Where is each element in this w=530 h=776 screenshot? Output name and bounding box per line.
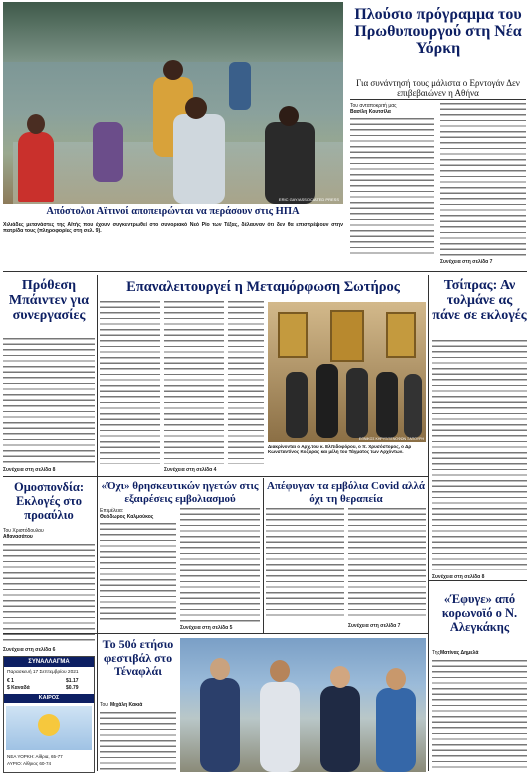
lead-subhead: Για συνάντησή τους μάλιστα ο Ερντογάν Δεν επιβεβαιώνεν η Αθήνα	[356, 78, 520, 98]
ochi-continue[interactable]: Συνέχεια στη σελίδα 5	[180, 625, 233, 631]
homogeneia-byline-name: Αθανασάτου	[3, 534, 33, 540]
fx-val-1: $0.79	[66, 685, 79, 691]
fx-date: Παρασκευή 17 Σεπτεμβρίου 2021	[7, 670, 79, 675]
festival-byline-name: Μιχάλη Κακιά	[110, 702, 143, 708]
tsipras-continue[interactable]: Συνέχεια στη σελίδα 8	[432, 574, 485, 580]
ochi-headline: «Όχι» θρησκευτικών ηγετών στις εξαιρέσεις εμβολιασμού	[101, 480, 259, 505]
weather-title: ΚΑΙΡΟΣ	[4, 694, 94, 703]
lead-headline: Πλούσιο πρόγραμμα του Πρωθυπουργού στη Νέα Υόρκη	[354, 6, 522, 57]
biden-headline: Πρόθεση Μπάιντεν για συνεργασίες	[8, 278, 90, 323]
metamorphosis-text-col3	[228, 301, 264, 464]
ochi-byline-name: Θεόδωρος Καλμούκος	[100, 514, 154, 520]
efyge-headline: «Έφυγε» από κορωνοϊό ο Ν. Αλεγκάκης	[441, 592, 518, 634]
tsipras-text	[432, 340, 527, 570]
biden-text	[3, 338, 95, 463]
festival-photo	[180, 638, 426, 772]
festival-text	[100, 712, 176, 772]
covid-continue[interactable]: Συνέχεια στη σελίδα 7	[348, 623, 401, 629]
top-photo	[3, 2, 343, 204]
top-headline: Απόστολοι Αϊτινοί αποπειρώνται να περάσουν στις ΗΠΑ	[46, 206, 300, 217]
biden-continue[interactable]: Συνέχεια στη σελίδα 8	[3, 467, 56, 473]
homogeneia-headline: Ομοσπονδία: Εκλογές στο προαύλιο	[13, 480, 85, 522]
lead-text-col2	[440, 103, 526, 258]
photo-credit: ERIC GAY/ASSOCIATED PRESS	[278, 197, 339, 202]
ochi-text-col1	[100, 523, 176, 623]
fx-cur-1: $ Καναδά	[7, 685, 30, 691]
metamorphosis-text-col1	[100, 301, 160, 464]
efyge-text	[432, 660, 527, 772]
covid-text-col2	[348, 508, 426, 620]
church-photo-credit: ΕΘΝΙΚΟΣ ΚΗΡΥΞ/ΞΕΝΟΦΩΝ ΞΑΠΟΥΡΗ	[358, 437, 424, 441]
church-photo	[268, 302, 426, 442]
weather-line-1: ΝΕΑ ΥΟΡΚΗ: Αίθρια, 65-77	[7, 754, 63, 759]
efyge-byline-name: Ματίνας Δημελά	[440, 650, 479, 656]
metamorphosis-headline: Επαναλειτουργεί η Μεταμόρφωση Σωτήρος	[126, 279, 400, 295]
top-summary: Χιλιάδες μετανάστες της Αϊτής που έχουν συγκεντρωθεί στο συνοριακό Νεό Ρίο των Τέξας, δέλαυναν ότι δεν θα επιστρέψουν στην πατρίδα τους (πληροφορίες στη σελ. 9).	[3, 222, 343, 234]
homogeneia-text	[3, 544, 95, 644]
covid-text-col1	[266, 508, 344, 620]
weather-icon	[6, 706, 92, 750]
homogeneia-continue[interactable]: Συνέχεια στη σελίδα 6	[3, 647, 56, 653]
weather-line-2: ΑΥΡΙΟ: Αίθριος 60-74	[7, 761, 52, 766]
church-caption: Διακρίνονται ο Αρχ.του κ. Ελπιδοφόρου, ο π. Χρυσόστομος, ο Δρ Κωνσταντίνος Κοζυρας και μέλη του Τάγματος των Αρχόντων.	[268, 444, 412, 455]
ochi-text-col2	[180, 508, 260, 623]
covid-headline: Απέφυγαν τα εμβόλια Covid αλλά όχι τη θεραπεία	[266, 480, 426, 505]
festival-byline-label: Του	[100, 702, 109, 708]
fx-box	[3, 656, 95, 773]
festival-headline: Το 50ό ετήσιο φεστιβάλ στο Τέναφλάι	[102, 637, 174, 678]
ochi-byline-label: Επιμέλεια:	[100, 508, 124, 514]
fx-cur-0: € 1	[7, 678, 14, 684]
fx-title: ΣΥΝΑΛΛΑΓΜΑ	[4, 657, 94, 667]
lead-text-col1	[350, 118, 434, 258]
homogeneia-byline-label: Του Χριστόδουλου	[3, 528, 44, 534]
efyge-byline-label: Της	[432, 650, 440, 656]
tsipras-headline: Τσίπρας: Αν τολμάνε ας πάνε σε εκλογές	[432, 278, 527, 323]
lead-byline-name: Βασίλη Κουτσίλα	[350, 109, 391, 115]
fx-val-0: $1.17	[66, 678, 79, 684]
lead-byline-label: Του ανταποκριτή μας	[350, 103, 397, 109]
lead-continue[interactable]: Συνέχεια στη σελίδα 7	[440, 259, 493, 265]
metamorphosis-text-col2	[164, 301, 224, 464]
metamorphosis-continue[interactable]: Συνέχεια στη σελίδα 4	[164, 467, 217, 473]
